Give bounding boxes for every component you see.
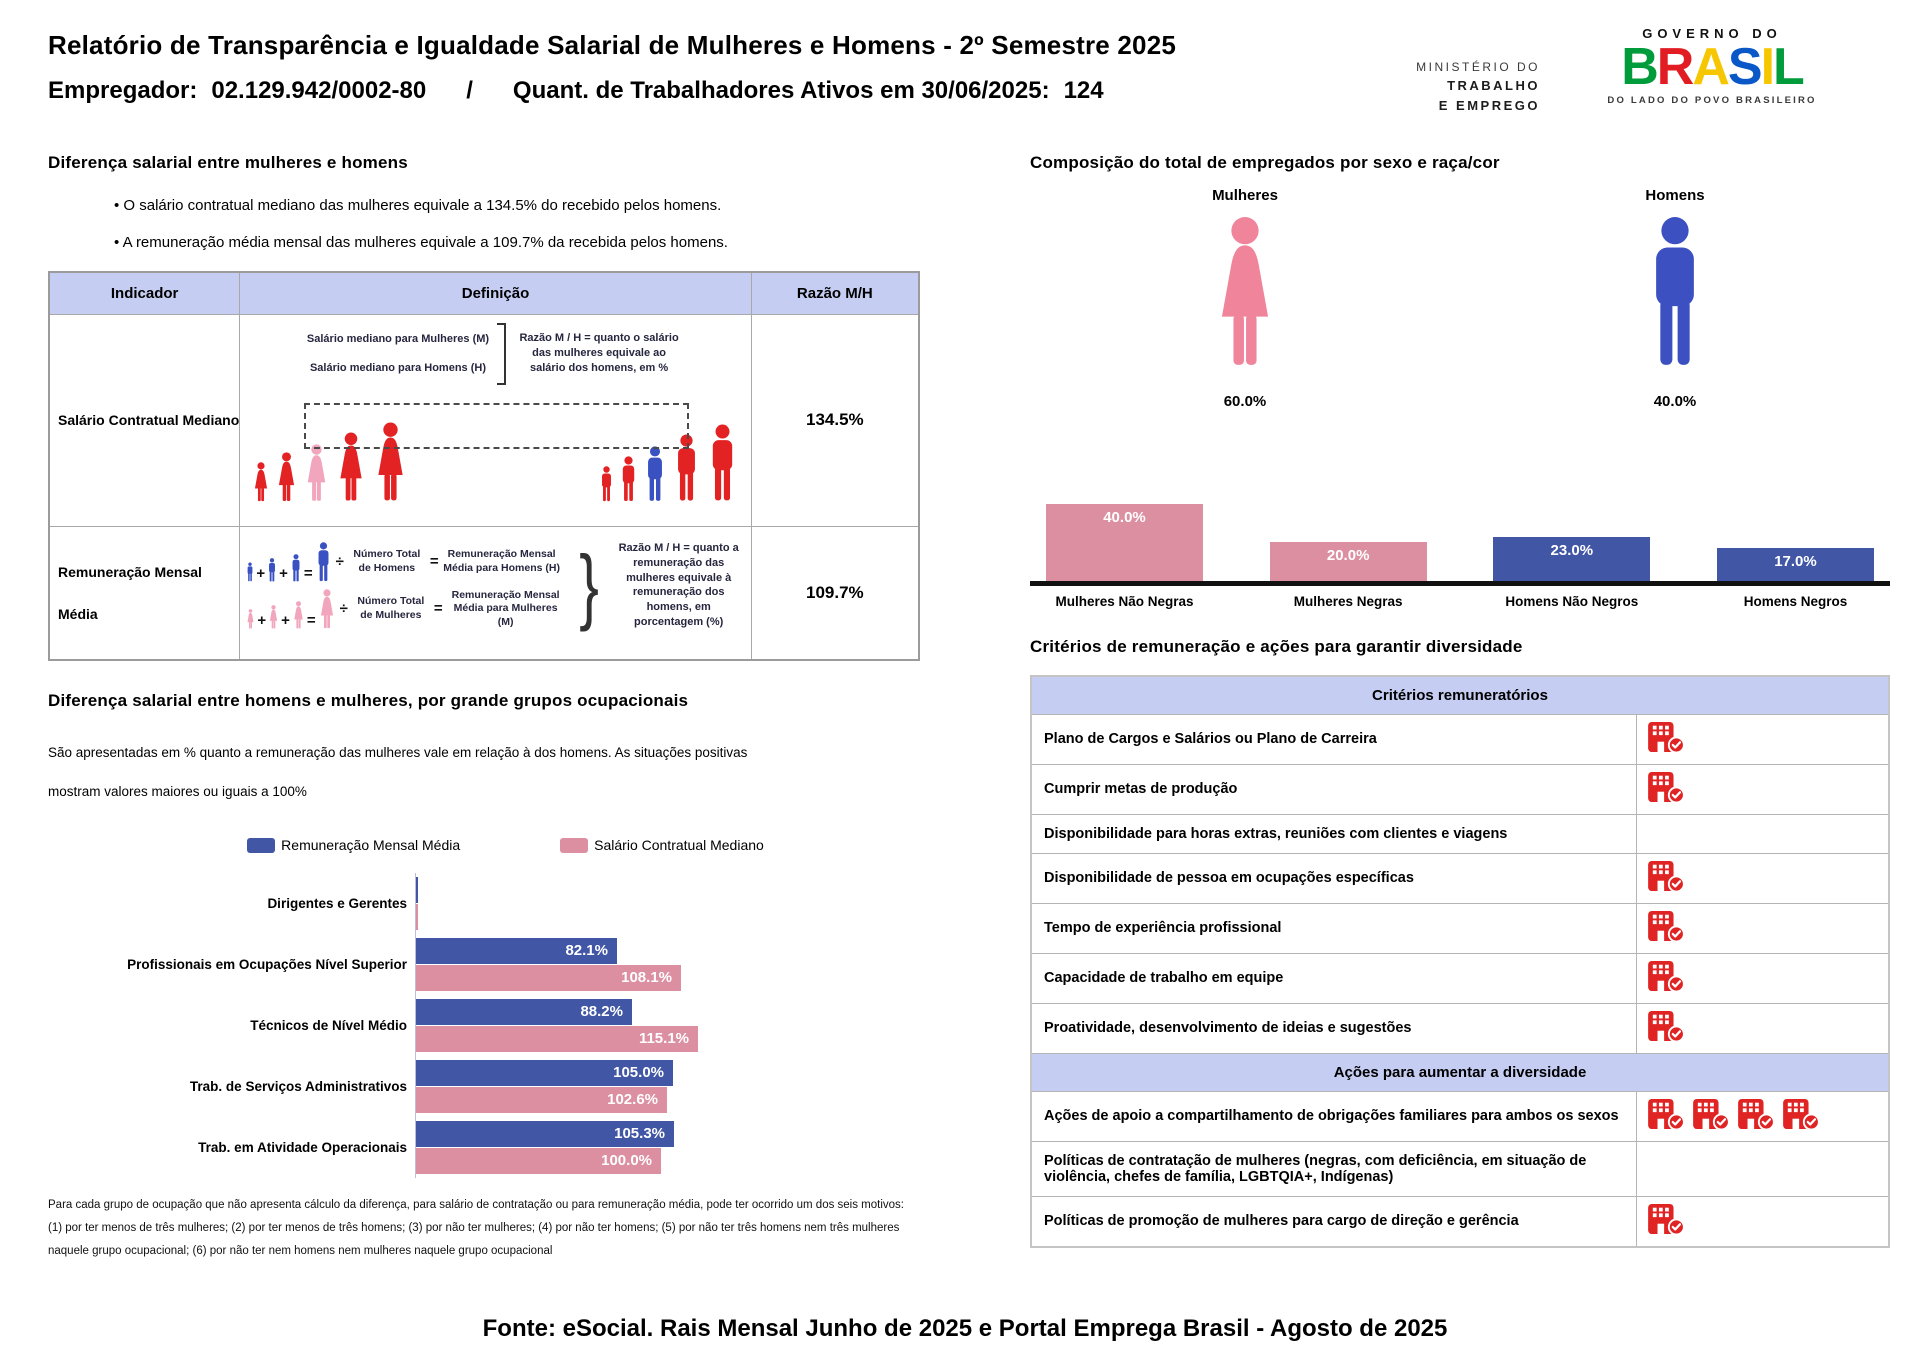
occupational-bar-chart <box>48 873 923 1178</box>
company-check-icon-wrap <box>1782 1098 1820 1135</box>
governo-do-text: GOVERNO DO <box>1642 26 1782 41</box>
occupational-row <box>48 995 923 1056</box>
bar-value-label: 105.0% <box>613 1064 664 1082</box>
indicator-table-header <box>49 272 919 314</box>
divisor-label: Número Total de Mulheres <box>357 595 425 621</box>
mean-remuneration-bar <box>416 1121 674 1147</box>
male-figure-icon <box>1643 216 1707 368</box>
criteria-row <box>1031 1091 1889 1141</box>
company-check-icon <box>1692 1098 1730 1130</box>
right-column <box>1030 153 1890 1263</box>
brasil-letter: R <box>1656 38 1693 96</box>
separator-slash: / <box>466 77 473 104</box>
male-figure-icon <box>246 562 254 582</box>
race-category-label: Mulheres Não Negras <box>1055 594 1194 609</box>
women-formula <box>246 589 564 630</box>
status-icons <box>1647 1203 1879 1240</box>
salary-gap-bullets <box>114 197 923 251</box>
occupation-bars <box>415 934 681 995</box>
criteria-band-header: Critérios remuneratórios <box>1031 676 1889 714</box>
race-bar <box>1717 548 1874 581</box>
brasil-letter: L <box>1773 38 1803 96</box>
subtitle-line: mostram valores maiores ou iguais a 100% <box>48 784 307 800</box>
male-figure-icon <box>619 456 638 502</box>
man-icon <box>1525 216 1825 371</box>
occupational-row <box>48 873 923 934</box>
median-salary-bar <box>416 904 418 930</box>
ministry-line: MINISTÉRIO DO <box>1416 60 1540 74</box>
criteria-row <box>1031 1196 1889 1247</box>
divide-operator: ÷ <box>335 553 344 570</box>
indicator-line: Média <box>58 605 98 622</box>
mean-remuneration-bar <box>416 938 617 964</box>
female-figure-icon <box>268 605 279 629</box>
criteria-label: Disponibilidade de pessoa em ocupações específicas <box>1031 853 1636 903</box>
race-category-label: Mulheres Negras <box>1293 594 1403 609</box>
criteria-label: Proatividade, desenvolvimento de ideias e sugestões <box>1031 1003 1636 1053</box>
occupation-label: Trab. em Atividade Operacionais <box>198 1140 407 1156</box>
operator: + <box>257 611 267 629</box>
occupation-label: Profissionais em Ocupações Nível Superior <box>127 957 407 973</box>
left-column <box>48 153 923 1263</box>
bar-value-label: 23.0% <box>1550 542 1594 559</box>
company-check-icon <box>1647 721 1685 753</box>
subtitle-line: São apresentadas em % quanto a remuneração das mulheres vale em relação à dos homens. As situações positivas <box>48 745 748 760</box>
figure-sum-icons <box>246 589 335 629</box>
criteria-label: Cumprir metas de produção <box>1031 764 1636 814</box>
company-check-icon-wrap <box>1647 771 1685 808</box>
median-salary-bar <box>416 1026 698 1052</box>
criteria-row <box>1031 853 1889 903</box>
ministry-line: E EMPREGO <box>1438 97 1540 113</box>
bar-value-label: 108.1% <box>621 969 672 987</box>
brasil-letter: I <box>1760 38 1774 96</box>
criteria-band-row <box>1031 676 1889 714</box>
brasil-logotype <box>1562 38 1862 96</box>
criteria-status-cell <box>1636 1141 1889 1196</box>
men-percent: 40.0% <box>1653 393 1697 410</box>
divisor-label: Número Total de Homens <box>353 547 421 574</box>
criteria-row <box>1031 1003 1889 1053</box>
legend-item-blue <box>247 837 460 853</box>
men-block <box>1525 187 1825 410</box>
criteria-status-cell <box>1636 1091 1889 1141</box>
female-figure-icon <box>303 444 330 502</box>
bracket-shape <box>497 323 506 385</box>
female-figure-icon <box>275 452 298 502</box>
bar-value-label: 40.0% <box>1103 509 1146 526</box>
race-categories <box>1030 594 1890 609</box>
criteria-status-cell <box>1636 1196 1889 1247</box>
criteria-table <box>1030 675 1890 1248</box>
occupational-title: Diferença salarial entre homens e mulheres, por grande grupos ocupacionais <box>48 691 689 710</box>
bar-value-label: 105.3% <box>614 1125 665 1143</box>
criteria-row <box>1031 764 1889 814</box>
criteria-label: Tempo de experiência profissional <box>1031 903 1636 953</box>
company-check-icon <box>1647 771 1685 803</box>
ministry-logo <box>1416 58 1540 115</box>
men-label: Homens <box>1645 187 1705 204</box>
female-figure-icon <box>292 601 305 629</box>
men-formula <box>246 542 564 582</box>
bar-value-label: 102.6% <box>607 1091 658 1109</box>
median-salary-bar <box>416 1087 667 1113</box>
brasil-letter: B <box>1621 38 1657 96</box>
occupation-bars <box>415 1056 673 1117</box>
col-header-razao: Razão M/H <box>751 272 919 314</box>
definition-cell <box>240 526 751 660</box>
criteria-row <box>1031 953 1889 1003</box>
bar-value-label: 88.2% <box>580 1003 623 1021</box>
race-category-label: Homens Não Negros <box>1505 594 1639 609</box>
company-check-icon-wrap <box>1647 721 1685 758</box>
def-line: Salário mediano para Homens (H) <box>309 361 486 374</box>
criteria-row <box>1031 1141 1889 1196</box>
company-check-icon-wrap <box>1647 1203 1685 1240</box>
col-header-definicao: Definição <box>240 272 751 314</box>
male-figure-icon <box>643 446 667 502</box>
company-check-icon <box>1647 910 1685 942</box>
def-note: Razão M / H = quanto a remuneração das mulheres equivale à remuneração dos homens, em porcentagem (%) <box>618 541 739 629</box>
def-line: Salário mediano para Mulheres (M) <box>306 332 490 345</box>
status-icons <box>1647 721 1879 758</box>
occupational-subtitle <box>48 733 923 811</box>
highlighted-man-figure <box>643 446 667 507</box>
indicator-name: Salário Contratual Mediano <box>49 314 240 526</box>
status-icons <box>1647 910 1879 947</box>
equals-operator: = <box>429 553 439 570</box>
company-check-icon-wrap <box>1647 1098 1685 1135</box>
legend-swatch-blue <box>247 838 275 853</box>
bullet-item: • O salário contratual mediano das mulheres equivale a 134.5% do recebido pelos homens. <box>114 197 923 214</box>
operator: = <box>303 564 313 582</box>
criteria-title: Critérios de remuneração e ações para garantir diversidade <box>1030 637 1523 656</box>
operator: + <box>279 564 288 582</box>
chart-legend <box>88 837 923 853</box>
result-label: Remuneração Mensal Média para Homens (H) <box>443 547 560 574</box>
criteria-label: Políticas de promoção de mulheres para cargo de direção e gerência <box>1031 1196 1636 1247</box>
formula-lines <box>246 535 564 637</box>
status-icons <box>1647 771 1879 808</box>
legend-swatch-pink <box>560 838 588 853</box>
occupational-footnote: Para cada grupo de ocupação que não apresenta cálculo da diferença, para salário de contratação ou para remuneração média, pode ter ocorrido um dos seis motivos:(1) por ter menos de três mulheres; (2) por ter menos de três homens; (3) por não ter mulheres; (4) por não ter homens; (5) por não ter três homens nem três mulheres naquele grupo ocupacional; (6) por não ter nem homens nem mulheres naquele grupo ocupacional <box>48 1199 904 1258</box>
report-header <box>48 26 1890 113</box>
operator: = <box>306 611 316 629</box>
man-figure <box>599 466 614 507</box>
highlighted-woman-figure <box>303 444 330 507</box>
company-check-icon <box>1647 860 1685 892</box>
ratio-value: 134.5% <box>751 314 919 526</box>
company-check-icon <box>1647 960 1685 992</box>
occupational-row <box>48 934 923 995</box>
result-label: Remuneração Mensal Média para Mulheres (M) <box>451 588 560 628</box>
company-check-icon-wrap <box>1737 1098 1775 1135</box>
women-percent: 60.0% <box>1223 393 1267 410</box>
bar-value-label: 82.1% <box>565 942 608 960</box>
man-figure <box>619 456 638 507</box>
bar-value-label: 20.0% <box>1326 547 1370 564</box>
employer-cnpj: 02.129.942/0002-80 <box>211 77 427 104</box>
occupation-label: Dirigentes e Gerentes <box>267 896 407 912</box>
legend-item-pink <box>560 837 764 853</box>
row-salario-mediano <box>49 314 919 526</box>
median-salary-bar <box>416 965 681 991</box>
definition-cell <box>240 314 751 526</box>
women-block <box>1095 187 1395 410</box>
male-figure-icon <box>599 466 614 502</box>
criteria-status-cell <box>1636 903 1889 953</box>
status-icons <box>1647 1010 1879 1047</box>
occupational-row <box>48 1056 923 1117</box>
operator: + <box>281 611 290 629</box>
criteria-label: Disponibilidade para horas extras, reuniões com clientes e viagens <box>1031 814 1636 853</box>
source-footer: Fonte: eSocial. Rais Mensal Junho de 2025 e Portal Emprega Brasil - Agosto de 2025 <box>482 1315 1448 1342</box>
company-check-icon <box>1647 1098 1685 1130</box>
figure-sum-icons <box>246 542 331 582</box>
composition-people <box>1030 187 1890 410</box>
equals-operator: = <box>433 600 443 618</box>
mean-remuneration-bar <box>416 877 418 903</box>
bar-value-label: 100.0% <box>601 1152 652 1170</box>
race-composition-chart <box>1030 506 1890 609</box>
race-bar <box>1493 537 1650 581</box>
criteria-status-cell <box>1636 1003 1889 1053</box>
race-category-label: Homens Negros <box>1743 594 1848 609</box>
occupational-row <box>48 1117 923 1178</box>
mean-remuneration-bar <box>416 999 632 1025</box>
brasil-letter: A <box>1692 38 1728 96</box>
criteria-band-row <box>1031 1053 1889 1091</box>
criteria-label: Políticas de contratação de mulheres (negras, com deficiência, em situação de violência, chefes de família, LGBTQIA+, Indígenas) <box>1031 1141 1636 1196</box>
bullet-item: • A remuneração média mensal das mulheres equivale a 109.7% da recebida pelos homens. <box>114 234 923 251</box>
female-figure-icon <box>318 589 336 629</box>
occupation-bars <box>415 995 698 1056</box>
def-note: Razão M / H = quanto o salário das mulheres equivale ao salário dos homens, em % <box>519 332 679 374</box>
male-figure-icon <box>706 424 739 502</box>
operator: + <box>256 564 266 582</box>
mean-remuneration-bar <box>416 1060 673 1086</box>
male-figure-icon <box>290 554 302 582</box>
indicator-table <box>48 271 920 661</box>
page-title: Relatório de Transparência e Igualdade Salarial de Mulheres e Homens - 2º Semestre 2025 <box>48 30 1177 60</box>
bar-value-label: 115.1% <box>638 1030 689 1048</box>
ministry-line: TRABALHO <box>1447 78 1540 93</box>
status-icons <box>1647 860 1879 897</box>
criteria-row <box>1031 714 1889 764</box>
female-figure-icon <box>252 462 270 502</box>
col-header-indicador: Indicador <box>49 272 240 314</box>
composition-title: Composição do total de empregados por sexo e raça/cor <box>1030 153 1500 172</box>
employer-label: Empregador: <box>48 77 198 104</box>
criteria-status-cell <box>1636 714 1889 764</box>
race-bars <box>1030 506 1890 586</box>
company-check-icon-wrap <box>1647 1010 1685 1047</box>
brasil-letter: S <box>1727 38 1761 96</box>
criteria-status-cell <box>1636 814 1889 853</box>
status-icons <box>1647 960 1879 997</box>
criteria-row <box>1031 814 1889 853</box>
criteria-status-cell <box>1636 953 1889 1003</box>
status-icons <box>1647 1098 1879 1135</box>
criteria-row <box>1031 903 1889 953</box>
women-label: Mulheres <box>1212 187 1278 204</box>
woman-figure <box>275 452 298 507</box>
occupational-section <box>48 691 923 1263</box>
ratio-value: 109.7% <box>751 526 919 660</box>
indicator-line: Remuneração Mensal <box>58 563 202 580</box>
brace-shape: } <box>578 537 599 632</box>
male-figure-icon <box>315 542 332 582</box>
criteria-label: Ações de apoio a compartilhamento de obrigações familiares para ambos os sexos <box>1031 1091 1636 1141</box>
logo-tagline: DO LADO DO POVO BRASILEIRO <box>1607 95 1817 106</box>
company-check-icon-wrap <box>1647 960 1685 997</box>
company-check-icon <box>1737 1098 1775 1130</box>
occupation-bars <box>415 873 418 934</box>
race-bar <box>1046 504 1203 581</box>
criteria-section <box>1030 637 1890 1248</box>
legend-label: Salário Contratual Mediano <box>594 837 764 854</box>
divide-operator: ÷ <box>339 600 348 618</box>
company-check-icon-wrap <box>1647 910 1685 947</box>
company-check-icon-wrap <box>1692 1098 1730 1135</box>
legend-label: Remuneração Mensal Média <box>281 837 461 854</box>
workers-label: Quant. de Trabalhadores Ativos em 30/06/2025: <box>512 77 1050 104</box>
female-figure-icon <box>1210 216 1280 368</box>
man-figure <box>706 424 739 507</box>
indicator-name <box>49 526 240 660</box>
occupation-bars <box>415 1117 674 1178</box>
criteria-status-cell <box>1636 764 1889 814</box>
company-check-icon <box>1647 1010 1685 1042</box>
occupation-label: Trab. de Serviços Administrativos <box>189 1079 407 1095</box>
company-check-icon-wrap <box>1647 860 1685 897</box>
criteria-label: Plano de Cargos e Salários ou Plano de Carreira <box>1031 714 1636 764</box>
median-highlight-box <box>304 403 688 449</box>
criteria-band-header: Ações para aumentar a diversidade <box>1031 1053 1889 1091</box>
bar-value-label: 17.0% <box>1774 553 1817 570</box>
criteria-status-cell <box>1636 853 1889 903</box>
people-pictogram <box>246 399 744 507</box>
workers-count: 124 <box>1063 77 1104 104</box>
woman-icon <box>1095 216 1395 371</box>
male-figure-icon <box>267 558 277 582</box>
company-check-icon <box>1782 1098 1820 1130</box>
governo-brasil-logo <box>1562 26 1862 106</box>
female-figure-icon <box>246 609 255 629</box>
company-check-icon <box>1647 1203 1685 1235</box>
criteria-label: Capacidade de trabalho em equipe <box>1031 953 1636 1003</box>
median-salary-bar <box>416 1148 661 1174</box>
occupation-label: Técnicos de Nível Médio <box>250 1018 407 1034</box>
row-remuneracao-media <box>49 526 919 660</box>
woman-figure <box>252 462 270 507</box>
race-bar <box>1270 542 1427 581</box>
salary-gap-title: Diferença salarial entre mulheres e homens <box>48 153 408 172</box>
